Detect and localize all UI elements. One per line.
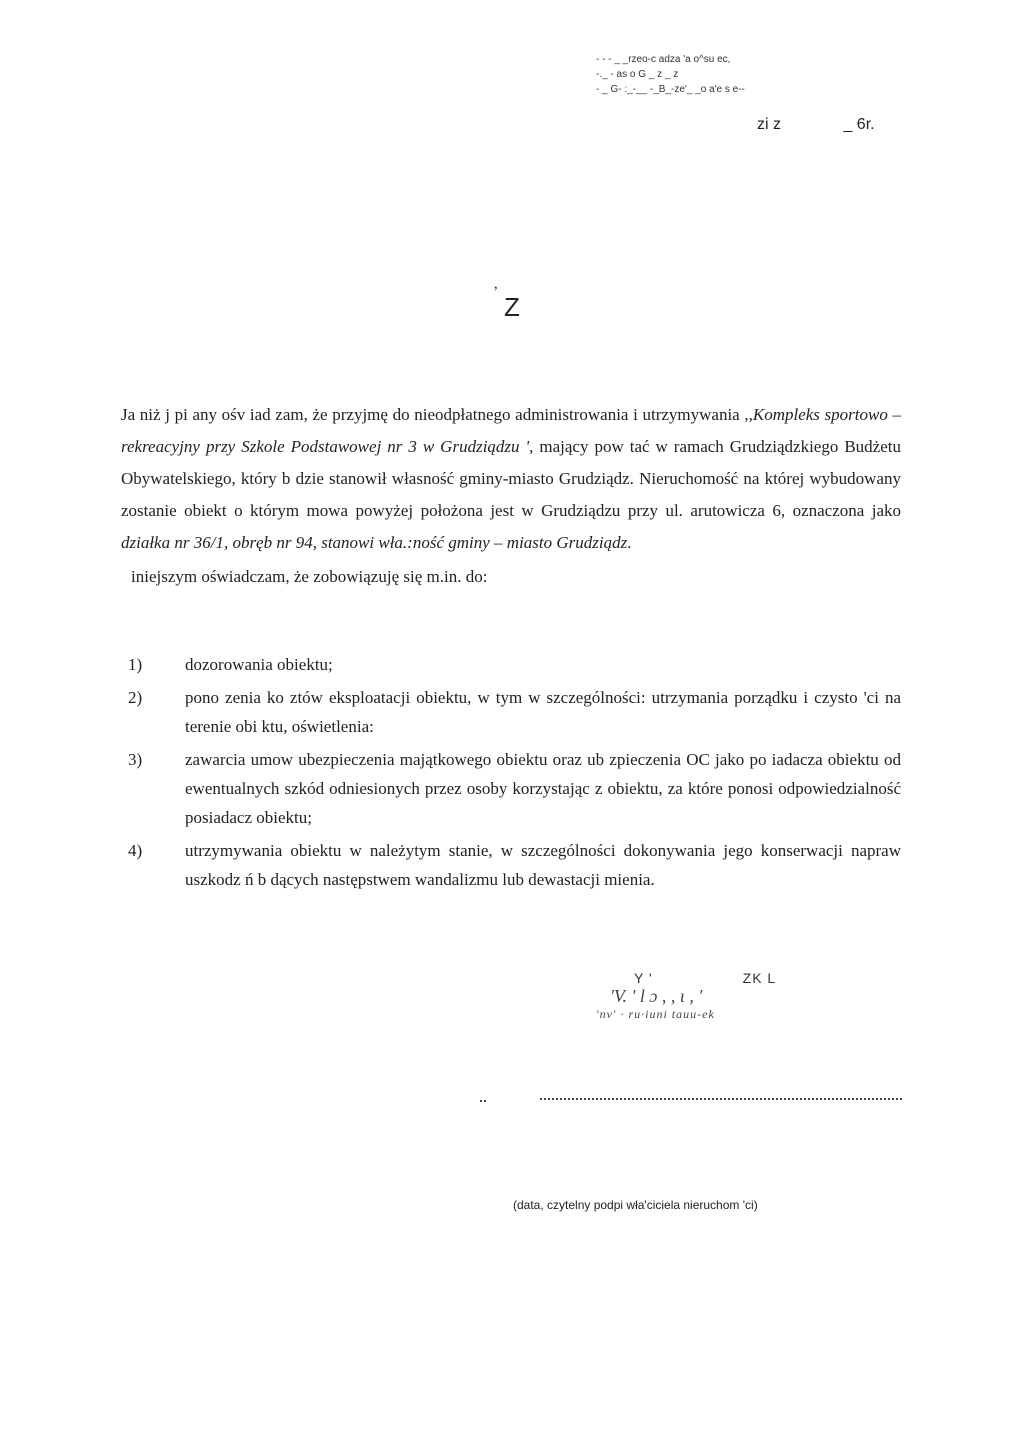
signature-line-start bbox=[480, 1100, 486, 1102]
annex-line: - - - _ _rzeo-c adza 'a o^su ec, bbox=[596, 54, 731, 65]
place-and-date bbox=[757, 116, 875, 134]
annex-line: - _ G- :_-__ -_B_-ze'_ _o a'e s e-- bbox=[596, 84, 745, 95]
list-item: 4) utrzymywania obiektu w należytym stanie, w szczególności dokonywania jego konserwacji napraw uszkodz ń b dących następstwem wandalizmu lub dewastacji mienia. bbox=[128, 841, 901, 889]
list-item: 2) pono zenia ko ztów eksploatacji obiektu, w tym w szczególności: utrzymania porządku i czysto 'ci na terenie obi ktu, oświetlenia: bbox=[128, 688, 901, 736]
handwritten-signature: 'V. ' l ɔ , , ɩ , ' bbox=[610, 986, 703, 1006]
signature-line bbox=[540, 1098, 902, 1100]
annex-header bbox=[596, 52, 896, 97]
obligations-intro: iniejszym oświadczam, że zobowiązuję się m.in. do: bbox=[131, 567, 488, 586]
declaration-body bbox=[121, 399, 901, 593]
stamp-title: Y ' ZK L bbox=[634, 970, 777, 986]
list-item: 1) dozorowania obiektu; bbox=[128, 655, 333, 674]
date: _ 6r. bbox=[843, 116, 875, 133]
place: zi z bbox=[757, 116, 781, 133]
signature-stamp bbox=[590, 970, 830, 1022]
stray-mark: ’ bbox=[493, 284, 499, 301]
annex-line: -._ - as o G _ z _ z bbox=[596, 69, 679, 80]
obligations-list bbox=[128, 650, 901, 898]
list-item: 3) zawarcia umow ubezpieczenia majątkowego obiektu oraz ub zpieczenia OC jako po iadacza obiektu od ewentualnych szkód odniesionych przez osoby korzystając z obiektu, za które ponosi odpowiedzialność posiadacz obiektu; bbox=[128, 750, 901, 827]
document-heading: Z bbox=[504, 292, 520, 322]
signature-caption: (data, czytelny podpi wła'ciciela nieruchom 'ci) bbox=[513, 1198, 758, 1212]
stamp-name: 'nv' · ru·iuni tauu-ek bbox=[596, 1007, 715, 1021]
declaration-paragraph: Ja niż j pi any ośv iad zam, że przyjmę do nieodpłatnego administrowania i utrzymywania ,,Kompleks sportowo – rekreacyjny przy Szkole Podstawowej nr 3 w Grudziądzu ', mający pow tać w ramach Grudziądzkiego Budżetu Obywatelskiego, który b dzie stanowił własność gminy-miasto Grudziądz. Nieruchomość na której wybudowany zostanie obiekt o którym mowa powyżej położona jest w Grudziądzu przy ul. arutowicza 6, oznaczona jako działka nr 36/1, obręb nr 94, stanowi wła.:ność gminy – miasto Grudziądz. bbox=[121, 405, 901, 552]
